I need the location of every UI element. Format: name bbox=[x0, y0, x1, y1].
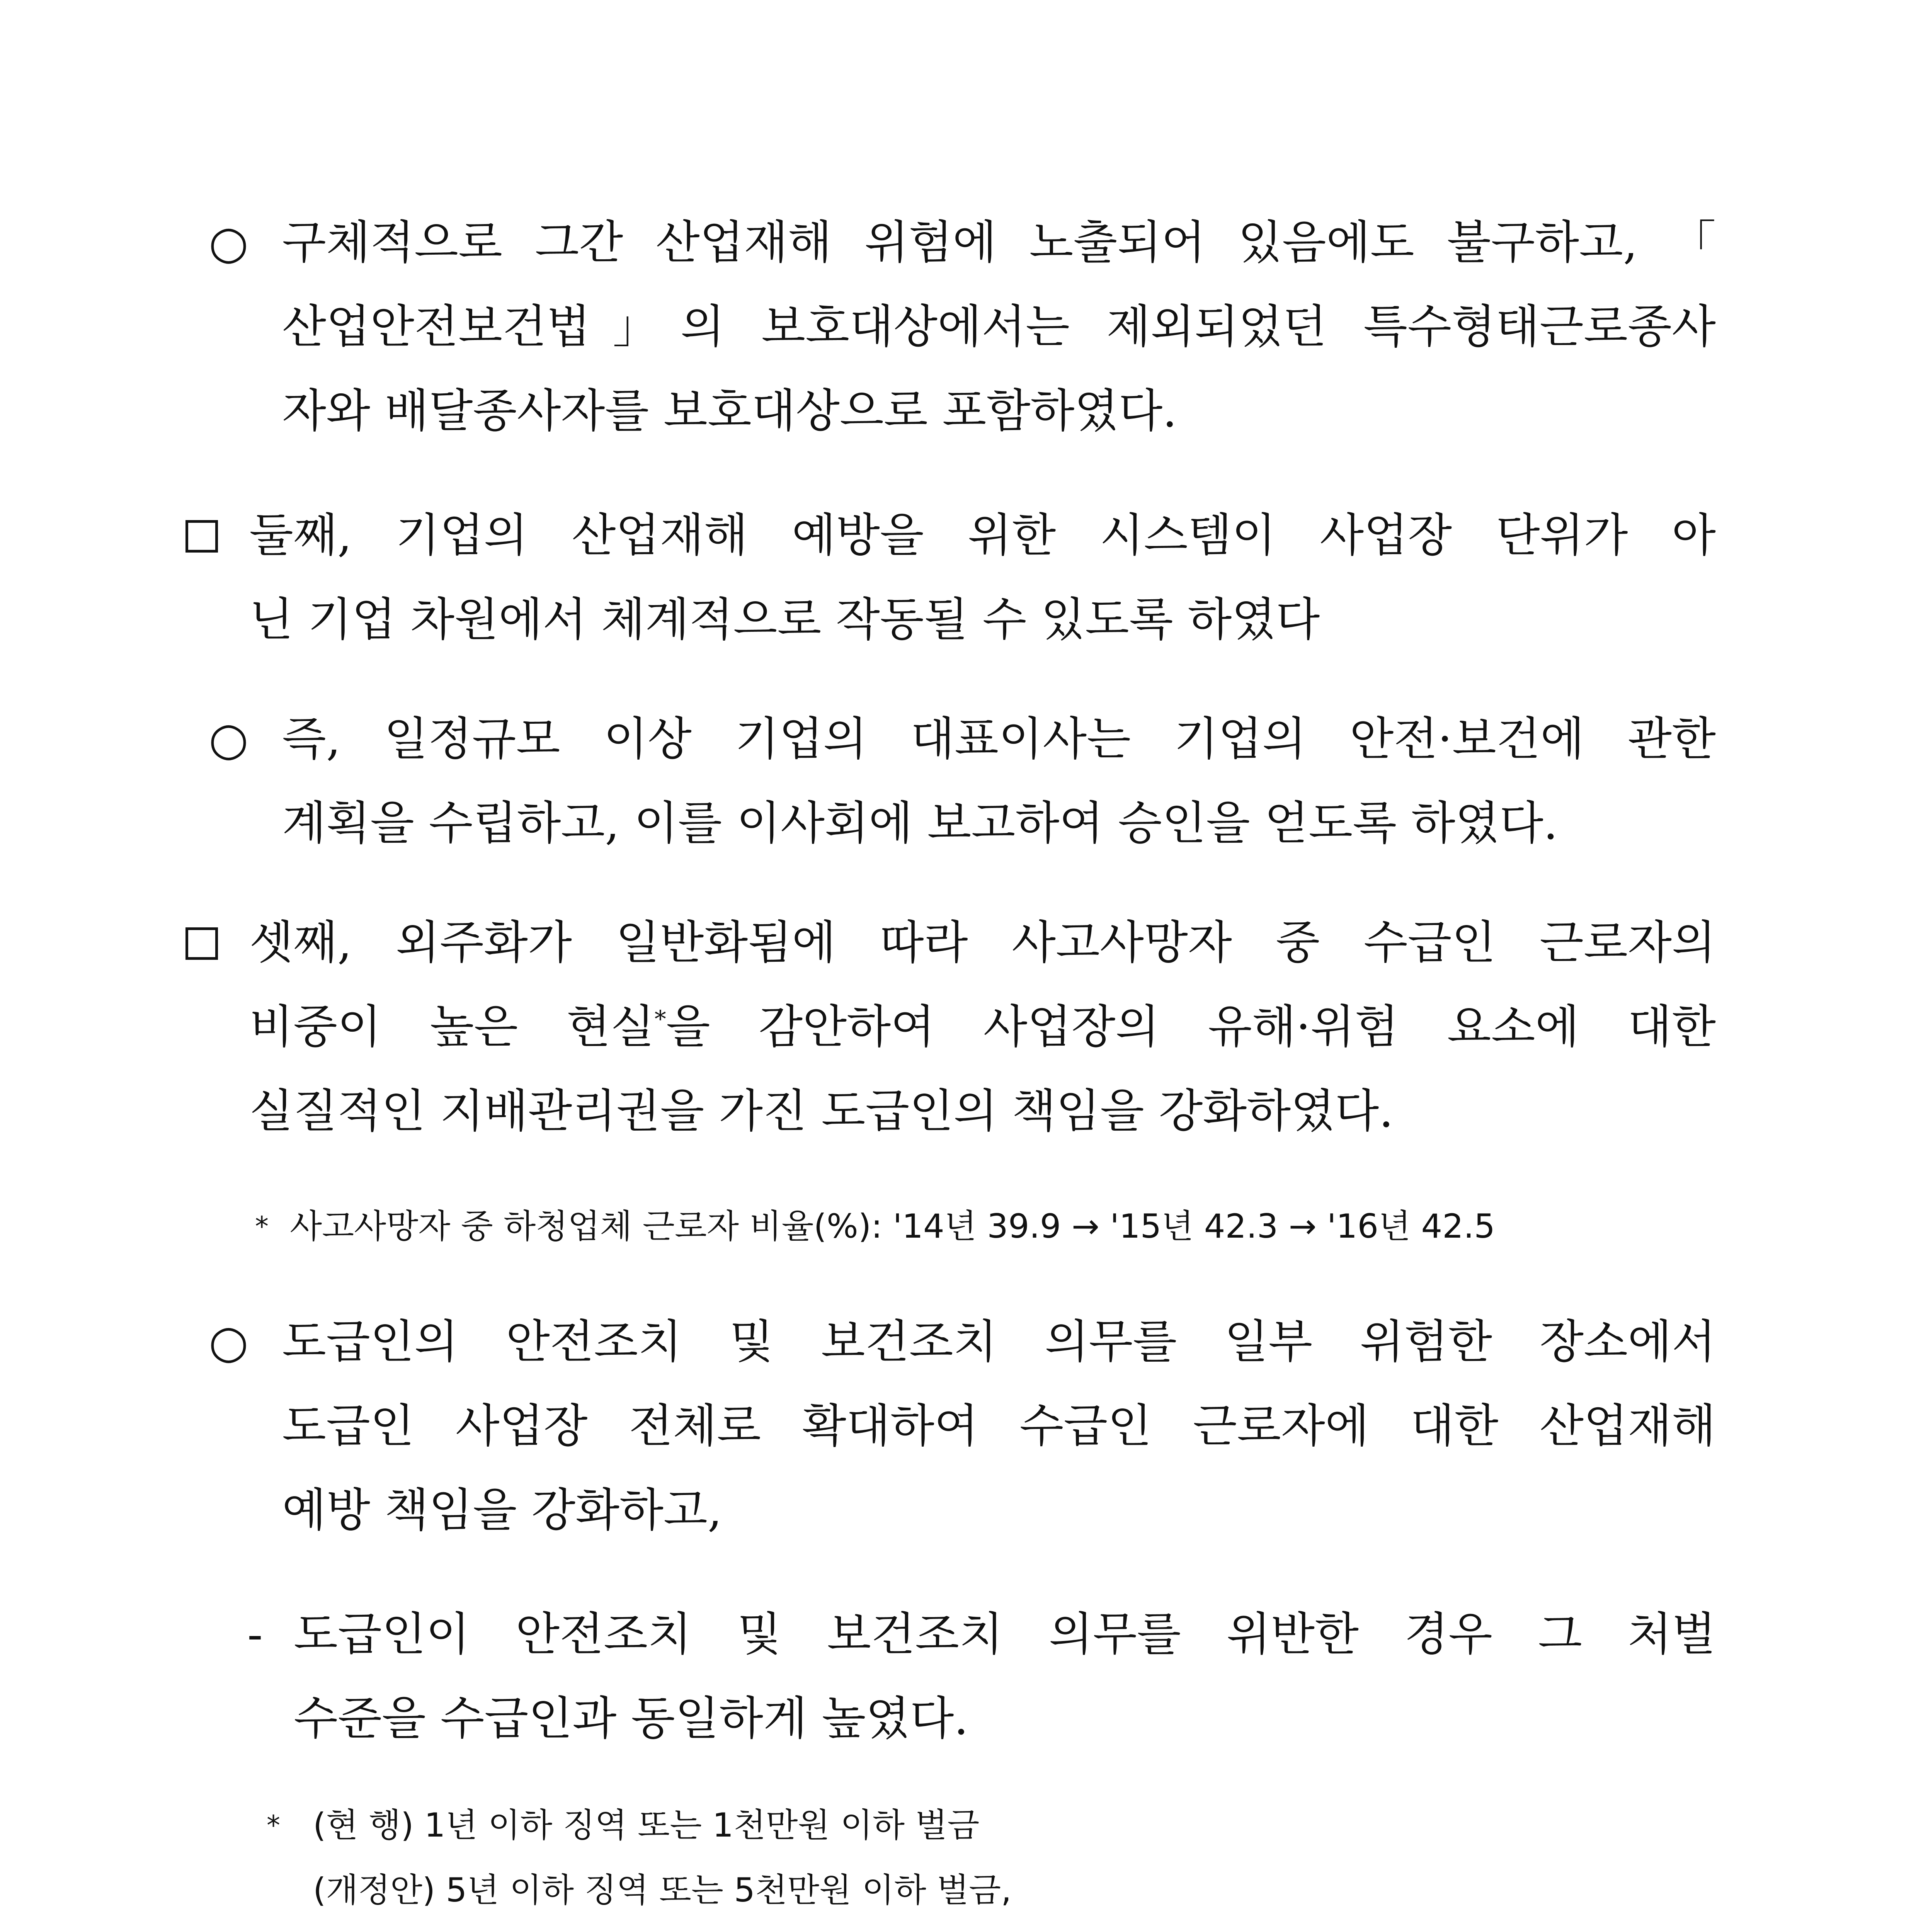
paragraph-2 bbox=[182, 493, 1716, 663]
paragraph-line: 실질적인 지배관리권을 가진 도급인의 책임을 강화하였다. bbox=[249, 1084, 1394, 1138]
paragraph-line: 예방 책임을 강화하고, bbox=[282, 1483, 722, 1537]
paragraph-line: 자와 배달종사자를 보호대상으로 포함하였다. bbox=[282, 384, 1177, 437]
paragraph-line: 도급인의 안전조치 및 보건조치 의무를 일부 위험한 장소에서 bbox=[282, 1315, 1716, 1368]
paragraph-line: 수준을 수급인과 동일하게 높였다. bbox=[294, 1692, 968, 1745]
paragraph-line: 구체적으로 그간 산업재해 위험에 노출되어 있음에도 불구하고, 「 bbox=[282, 216, 1716, 269]
paragraph-line: 도급인이 안전조치 및 보건조치 의무를 위반한 경우 그 처벌 bbox=[294, 1607, 1716, 1661]
paragraph-6 bbox=[247, 1592, 1716, 1762]
circle-bullet-icon: ○ bbox=[209, 712, 248, 765]
paragraph-line: 산업안전보건법」의 보호대상에서는 제외되었던 특수형태근로종사 bbox=[282, 300, 1716, 353]
square-bullet-icon bbox=[185, 927, 218, 960]
footnote-line: (현 행) 1년 이하 징역 또는 1천만원 이하 벌금 bbox=[313, 1806, 980, 1845]
dash-bullet-icon: - bbox=[247, 1607, 263, 1661]
square-bullet-icon bbox=[185, 520, 218, 553]
footnote-star-icon: * bbox=[255, 1211, 269, 1242]
paragraph-line: 셋째, 외주화가 일반화됨에 따라 사고사망자 중 수급인 근로자의 bbox=[249, 916, 1716, 969]
paragraph-5 bbox=[209, 1299, 1716, 1554]
paragraph-line: 계획을 수립하고, 이를 이사회에 보고하여 승인을 얻도록 하였다. bbox=[282, 796, 1558, 850]
footnote-mark: * bbox=[654, 1005, 666, 1033]
paragraph-text: 을 감안하여 사업장의 유해·위험 요소에 대한 bbox=[666, 1000, 1716, 1053]
paragraph-line: 둘째, 기업의 산업재해 예방을 위한 시스템이 사업장 단위가 아 bbox=[249, 509, 1716, 562]
circle-bullet-icon: ○ bbox=[209, 216, 248, 269]
footnote-line bbox=[464, 1923, 1189, 1932]
paragraph-4 bbox=[182, 900, 1716, 1155]
paragraph-line bbox=[249, 985, 1716, 1069]
footnote-1 bbox=[255, 1194, 1716, 1260]
paragraph-line: 즉, 일정규모 이상 기업의 대표이사는 기업의 안전·보건에 관한 bbox=[282, 712, 1716, 765]
circle-bullet-icon: ○ bbox=[209, 1315, 248, 1368]
footnote-text: 사고사망자 중 하청업체 근로자 비율(%): '14년 39.9 → '15년 42.3 → '16년 42.5 bbox=[290, 1207, 1495, 1246]
footnote-2 bbox=[267, 1793, 1716, 1932]
paragraph-line: 닌 기업 차원에서 체계적으로 작동될 수 있도록 하였다 bbox=[249, 593, 1320, 646]
paragraph-1 bbox=[209, 200, 1716, 455]
paragraph-3 bbox=[209, 697, 1716, 867]
footnote-line: (개정안) 5년 이하 징역 또는 5천만원 이하 벌금, bbox=[313, 1871, 1012, 1910]
paragraph-text: 비중이 높은 현실 bbox=[249, 1000, 655, 1053]
paragraph-line: 도급인 사업장 전체로 확대하여 수급인 근로자에 대한 산업재해 bbox=[282, 1399, 1716, 1452]
footnote-star-icon: * bbox=[267, 1810, 280, 1841]
